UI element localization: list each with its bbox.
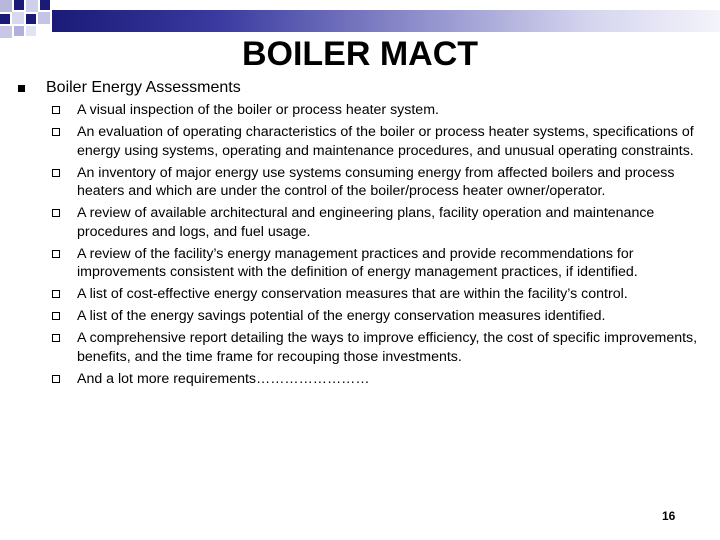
list-item — [52, 204, 712, 241]
list-item — [52, 101, 712, 120]
decor-square — [26, 0, 38, 12]
main-bullet-text: Boiler Energy Assessments — [46, 79, 241, 96]
header-gradient-bar — [52, 10, 720, 32]
hollow-square-bullet-icon — [52, 312, 60, 320]
main-bullet — [18, 78, 708, 98]
decor-square — [0, 14, 10, 24]
hollow-square-bullet-icon — [52, 250, 60, 258]
list-item — [52, 164, 712, 201]
list-item — [52, 370, 712, 389]
hollow-square-bullet-icon — [52, 209, 60, 217]
page-number: 16 — [662, 509, 676, 523]
list-item-text: A comprehensive report detailing the ways to improve efficiency, the cost of specific improvements, benefits, and the time frame for recouping those investments. — [77, 330, 698, 365]
decor-square — [14, 0, 24, 10]
list-item-text: A list of cost-effective energy conservation measures that are within the facility’s control. — [77, 286, 628, 303]
list-item — [52, 245, 712, 282]
decor-square — [26, 14, 36, 24]
decor-square — [38, 12, 50, 24]
hollow-square-bullet-icon — [52, 169, 60, 177]
list-item — [52, 285, 712, 304]
list-item-text: A visual inspection of the boiler or process heater system. — [77, 102, 439, 118]
list-item-text: A list of the energy savings potential of the energy conservation measures identified. — [77, 308, 606, 325]
list-item-text: An evaluation of operating characteristics of the boiler or process heater systems, specifications of energy using systems, operating and maintenance procedures, and unusual operating constraints. — [77, 123, 694, 159]
list-item-text: A review of available architectural and engineering plans, facility operation and maintenance procedures and logs, and fuel usage. — [77, 205, 655, 240]
list-item-text: And a lot more requirements…………………… — [77, 370, 370, 387]
square-bullet-icon — [18, 85, 25, 92]
decor-square — [12, 12, 24, 24]
hollow-square-bullet-icon — [52, 334, 60, 342]
list-item-text: An inventory of major energy use systems consuming energy from affected boilers and process heaters and which are under the control of the boiler/process heater owner/operator. — [77, 164, 675, 200]
list-item — [52, 307, 712, 326]
list-item — [52, 329, 712, 366]
hollow-square-bullet-icon — [52, 128, 60, 136]
hollow-square-bullet-icon — [52, 375, 60, 383]
list-item — [52, 123, 712, 160]
hollow-square-bullet-icon — [52, 106, 60, 114]
decor-square — [40, 0, 50, 10]
hollow-square-bullet-icon — [52, 290, 60, 298]
list-item-text: A review of the facility’s energy management practices and provide recommendations for improvements consistent with the definition of energy management practices, if identified. — [77, 245, 638, 281]
slide-title: BOILER MACT — [241, 35, 479, 73]
decor-square — [0, 0, 12, 12]
sub-bullet-list — [52, 101, 712, 392]
